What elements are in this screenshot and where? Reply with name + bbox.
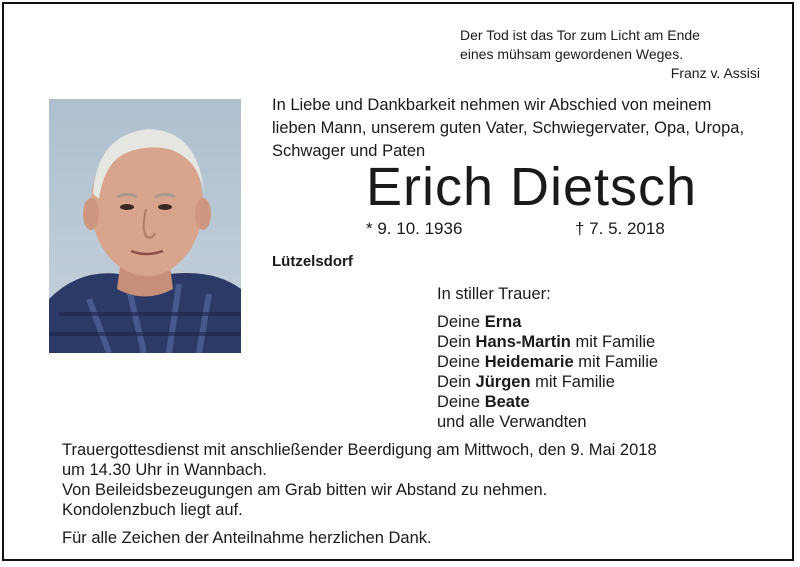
footer-thanks: Für alle Zeichen der Anteilnahme herzlichen Dank. (62, 529, 432, 547)
death-date: † 7. 5. 2018 (575, 219, 665, 238)
mourner-name: Heidemarie (484, 353, 574, 371)
mourner-name: Beate (484, 393, 530, 411)
mourner-prefix: Dein (437, 333, 471, 351)
mourner-prefix: Deine (437, 313, 481, 331)
intro-line-2: lieben Mann, unserem guten Vater, Schwiegervater, Opa, Uropa, (272, 119, 745, 137)
mourner-suffix: mit Familie (578, 353, 659, 371)
mourner-entry (437, 352, 757, 372)
funeral-details (62, 440, 762, 548)
mourner-name: Hans-Martin (475, 333, 571, 351)
mourner-entry (437, 332, 757, 352)
portrait-illustration (49, 99, 241, 353)
intro-line-3: Schwager und Paten (272, 142, 426, 160)
mourner-prefix: Deine (437, 353, 481, 371)
mourner-name: Erna (484, 313, 522, 331)
birth-date: * 9. 10. 1936 (366, 219, 463, 238)
intro-line-1: In Liebe und Dankbarkeit nehmen wir Abschied von meinem (272, 96, 712, 114)
quote-line-1: Der Tod ist das Tor zum Licht am Ende (460, 27, 700, 43)
intro-text (272, 94, 762, 163)
mourners-heading: In stiller Trauer: (437, 285, 551, 303)
mourner-prefix: Deine (437, 393, 481, 411)
mourner-prefix: Dein (437, 373, 471, 391)
portrait-photo (49, 99, 241, 353)
deceased-name: Erich Dietsch (366, 157, 698, 217)
mourner-suffix: mit Familie (535, 373, 615, 391)
mourner-entry (437, 312, 757, 332)
mourner-entry (437, 392, 757, 412)
quote-line-2: eines mühsam gewordenen Weges. (460, 46, 684, 62)
mourner-suffix: mit Familie (575, 333, 656, 351)
quote-author: Franz v. Assisi (670, 65, 760, 81)
epigraph-quote (460, 26, 760, 83)
footer-line-4: Kondolenzbuch liegt auf. (62, 501, 243, 519)
mourners-list (437, 284, 757, 432)
hometown: Lützelsdorf (272, 253, 353, 270)
footer-line-1: Trauergottesdienst mit anschließender Beerdigung am Mittwoch, den 9. Mai 2018 (62, 441, 657, 459)
mourner-name: Jürgen (475, 373, 531, 391)
mourner-entry (437, 372, 757, 392)
mourners-closing: und alle Verwandten (437, 413, 587, 431)
footer-line-3: Von Beileidsbezeugungen am Grab bitten wir Abstand zu nehmen. (62, 481, 548, 499)
footer-line-2: um 14.30 Uhr in Wannbach. (62, 461, 267, 479)
